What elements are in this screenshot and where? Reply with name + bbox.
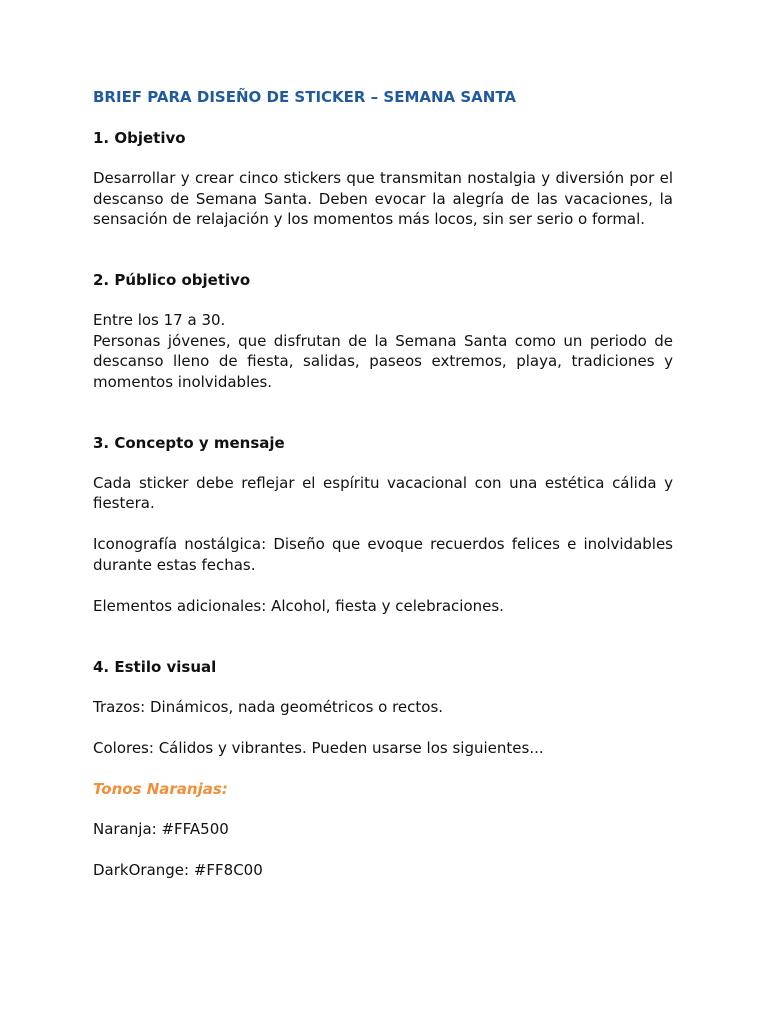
concepto-paragraph-2: Iconografía nostálgica: Diseño que evoque recuerdos felices e inolvidables durante estas fechas. <box>93 535 673 574</box>
section-heading-estilo-visual: 4. Estilo visual <box>93 657 217 676</box>
document-content <box>93 86 673 881</box>
objetivo-paragraph: Desarrollar y crear cinco stickers que transmitan nostalgia y diversión por el descanso de Semana Santa. Deben evocar la alegría de las vacaciones, la sensación de relajación y los momentos más locos, sin ser serio o formal. <box>93 169 673 228</box>
estilo-paragraph-trazos: Trazos: Dinámicos, nada geométricos o rectos. <box>93 697 444 716</box>
document-title: BRIEF PARA DISEÑO DE STICKER – SEMANA SANTA <box>93 88 517 106</box>
section-heading-publico-objetivo: 2. Público objetivo <box>93 271 251 289</box>
concepto-paragraph-3: Elementos adicionales: Alcohol, fiesta y celebraciones. <box>93 596 504 615</box>
publico-description-paragraph: Personas jóvenes, que disfrutan de la Semana Santa como un periodo de descanso lleno de fiesta, salidas, paseos extremos, playa, tradiciones y momentos inolvidables. <box>93 331 673 391</box>
tonos-naranjas-subheading: Tonos Naranjas: <box>93 779 228 798</box>
concepto-paragraph-1: Cada sticker debe reflejar el espíritu vacacional con una estética cálida y fiestera. <box>93 473 673 512</box>
section-heading-objetivo: 1. Objetivo <box>93 129 186 147</box>
section-heading-concepto-mensaje: 3. Concepto y mensaje <box>93 433 285 452</box>
publico-age-paragraph: Entre los 17 a 30. <box>93 311 226 329</box>
color-item-naranja: Naranja: #FFA500 <box>93 820 229 838</box>
estilo-paragraph-colores: Colores: Cálidos y vibrantes. Pueden usarse los siguientes... <box>93 738 544 757</box>
color-item-darkorange: DarkOrange: #FF8C00 <box>93 861 263 879</box>
